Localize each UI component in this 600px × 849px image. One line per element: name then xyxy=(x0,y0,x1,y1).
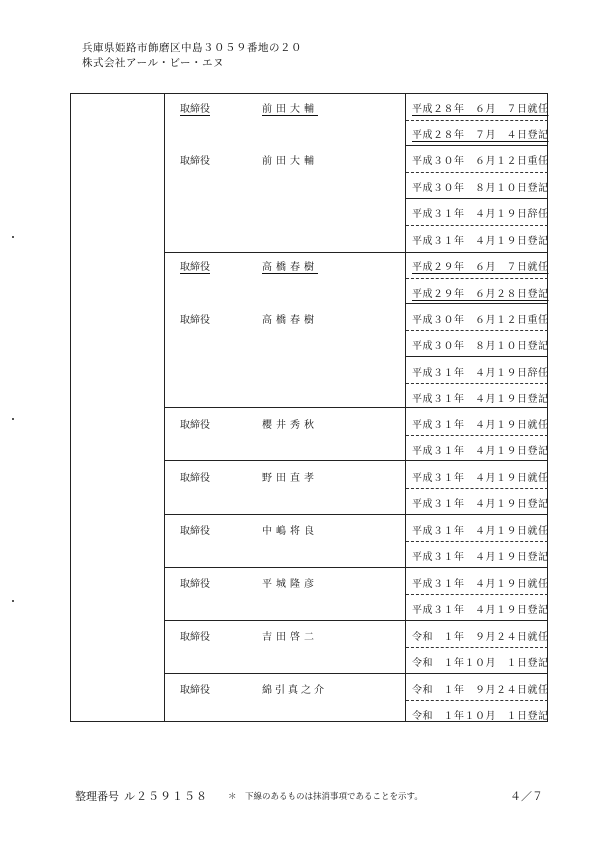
entry-date: 平成３１年 ４月１９日就任 xyxy=(412,473,549,484)
date-separator xyxy=(406,278,548,279)
entry-name: 高橋春樹 xyxy=(262,262,318,273)
entry-role: 取締役 xyxy=(180,632,210,643)
date-separator xyxy=(406,488,548,489)
entry-date: 平成２８年 ６月 ７日就任 xyxy=(412,104,549,115)
scan-speck xyxy=(12,600,14,602)
date-separator xyxy=(406,541,548,542)
entry-date: 平成３１年 ４月１９日就任 xyxy=(412,526,549,537)
date-separator xyxy=(406,700,548,701)
date-separator xyxy=(406,120,548,121)
entry-date: 平成３０年 ８月１０日登記 xyxy=(412,341,549,352)
entry-role: 取締役 xyxy=(180,262,210,273)
entry-date: 平成３１年 ４月１９日登記 xyxy=(412,236,549,247)
entry-name: 野田直孝 xyxy=(262,473,318,484)
entry-date: 平成３１年 ４月１９日登記 xyxy=(412,605,549,616)
group-separator xyxy=(164,673,548,674)
entry-date: 平成２９年 ６月２８日登記 xyxy=(412,289,549,300)
entry-name: 前田大輔 xyxy=(262,104,318,115)
group-separator xyxy=(164,407,548,408)
entry-date: 平成３０年 ６月１２日重任 xyxy=(412,156,549,167)
group-separator xyxy=(164,252,548,253)
reference-number-label: 整理番号 xyxy=(75,790,119,803)
date-separator xyxy=(406,383,548,384)
entry-date: 平成３１年 ４月１９日就任 xyxy=(412,579,549,590)
entry-date: 令和 １年 ９月２４日就任 xyxy=(412,685,549,696)
scan-speck xyxy=(12,236,14,238)
date-separator xyxy=(406,647,548,648)
entry-name: 吉田啓二 xyxy=(262,632,318,643)
entry-role: 取締役 xyxy=(180,473,210,484)
entry-date: 平成３１年 ４月１９日辞任 xyxy=(412,209,549,220)
entry-date: 平成３１年 ４月１９日辞任 xyxy=(412,368,549,379)
group-separator xyxy=(164,514,548,515)
row-separator xyxy=(406,198,548,199)
entry-role: 取締役 xyxy=(180,420,210,431)
row-separator xyxy=(406,145,548,146)
underline-note: ＊ 下線のあるものは抹消事項であることを示す。 xyxy=(228,792,423,802)
date-separator xyxy=(406,225,548,226)
entry-name: 綿引真之介 xyxy=(262,685,327,696)
entry-date: 平成２８年 ７月 ４日登記 xyxy=(412,130,549,141)
row-separator xyxy=(406,356,548,357)
entry-date: 平成３０年 ８月１０日登記 xyxy=(412,183,549,194)
entry-date: 令和 １年１０月 １日登記 xyxy=(412,658,549,669)
entry-role: 取締役 xyxy=(180,526,210,537)
entry-name: 櫻井秀秋 xyxy=(262,420,318,431)
group-separator xyxy=(164,460,548,461)
entry-role: 取締役 xyxy=(180,315,210,326)
entry-date: 平成３１年 ４月１９日登記 xyxy=(412,499,549,510)
entry-date: 平成３０年 ６月１２日重任 xyxy=(412,315,549,326)
row-separator xyxy=(406,303,548,304)
company-name: 株式会社アール・ビー・エヌ xyxy=(82,57,225,69)
date-separator xyxy=(406,594,548,595)
entry-name: 高橋春樹 xyxy=(262,315,318,326)
entry-date: 平成３１年 ４月１９日登記 xyxy=(412,446,549,457)
date-separator xyxy=(406,435,548,436)
company-address: 兵庫県姫路市飾磨区中島３０５９番地の２０ xyxy=(82,42,302,54)
entry-name: 中嶋将良 xyxy=(262,526,318,537)
entry-date: 令和 １年１０月 １日登記 xyxy=(412,711,549,722)
entry-name: 平城隆彦 xyxy=(262,579,318,590)
date-separator xyxy=(406,172,548,173)
group-separator xyxy=(164,620,548,621)
entry-role: 取締役 xyxy=(180,156,210,167)
entry-date: 平成３１年 ４月１９日就任 xyxy=(412,420,549,431)
scan-speck xyxy=(12,418,14,420)
date-separator xyxy=(406,330,548,331)
entry-name: 前田大輔 xyxy=(262,156,318,167)
page-number: ４／７ xyxy=(510,790,543,803)
entry-date: 平成２９年 ６月 ７日就任 xyxy=(412,262,549,273)
entry-date: 平成３１年 ４月１９日登記 xyxy=(412,394,549,405)
entry-role: 取締役 xyxy=(180,579,210,590)
entry-role: 取締役 xyxy=(180,104,210,115)
entry-date: 平成３１年 ４月１９日登記 xyxy=(412,552,549,563)
reference-number: ル２５９１５８ xyxy=(124,790,208,803)
entry-role: 取締役 xyxy=(180,685,210,696)
group-separator xyxy=(164,567,548,568)
entry-date: 令和 １年 ９月２４日就任 xyxy=(412,632,549,643)
